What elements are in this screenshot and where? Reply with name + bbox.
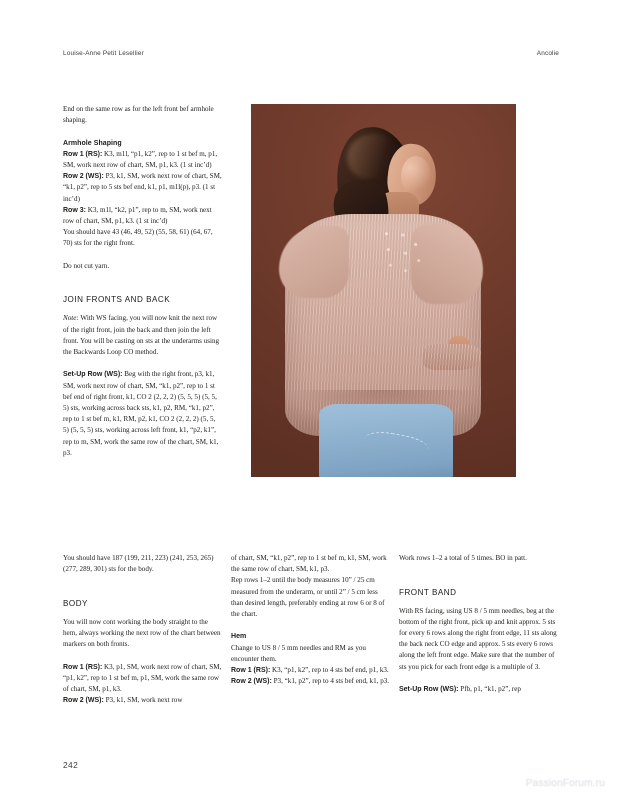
knitted-top-left-shoulder [279, 226, 349, 298]
running-head-pattern: Ancolie [536, 50, 559, 57]
hem-work-rows: Work rows 1–2 a total of 5 times. BO in patt. [399, 554, 527, 562]
body-row-1-label: Row 1 (RS): [63, 663, 103, 671]
text-column-2 [231, 553, 390, 687]
armhole-row-1-text: K3, m1l, “p1, k2”, rep to 1 st bef m, p1, SM, work next row of chart, SM, p1, k3. (1 st inc’d) [63, 149, 218, 169]
join-fronts-and-back-heading: JOIN FRONTS AND BACK [63, 295, 171, 305]
hem-row-1-text: K3, “p1, k2”, rep to 4 sts bef end, p1, k3. [270, 666, 389, 675]
sleeve-cuff [423, 344, 481, 370]
intro-paragraph: End on the same row as for the left front bef armhole shaping. [63, 105, 214, 125]
join-setup-row-label: Set-Up Row (WS): [63, 371, 123, 379]
join-setup-row-text: Beg with the right front, p3, k1, SM, work next row of chart, SM, “k1, p2”, rep to 1 st bef end of right front, k1, CO 2 (2, 2, 2) (5, 5, 5) (5, 5, 5) sts, working across back sts, k1, p2, RM, “k1, p2”, rep to 1 st bef m, k1, RM, p2, k1, CO 2 (2, 2, 2) (5, 5, 5) (5, 5, 5) sts, working across left front, k1, “p2, k1”, rep to m, SM, work the same row of the chart, SM, k1, p3. [63, 370, 219, 457]
body-row-2 [63, 695, 222, 706]
running-head [63, 50, 559, 62]
photo-backdrop [251, 104, 516, 477]
body-row-1-text: K3, p1, SM, work next row of chart, SM, “p1, k2”, rep to 1 st bef m, p1, SM, work the same row of chart, SM, p1, k3. [63, 662, 222, 693]
body-row-2-continuation: of chart, SM, “k1, p2”, rep to 1 st bef m, k1, SM, work the same row of chart, SM, k1, p3. [231, 554, 387, 574]
armhole-row-3-text: K3, m1l, “k2, p1”, rep to m, SM, work next row of chart, SM, p1, k3. (1 st inc’d) [63, 205, 212, 226]
body-stitch-count: You should have 187 (199, 211, 223) (241, 253, 265) (277, 289, 301) sts for the body. [63, 554, 214, 574]
body-repeat-instruction: Rep rows 1–2 until the body measures 10” / 25 cm measured from the underarm, or until 2” / 5 cm less than desired length, preferably ending at row 6 or 8 of the chart. [231, 576, 385, 619]
text-column-3 [399, 553, 558, 695]
front-band-text: With RS facing, using US 8 / 5 mm needles, beg at the bottom of the right front, pick up and knit approx. 5 sts for every 6 rows along the right front edge, 11 sts along the back neck CO edge and approx. 5 sts every 6 rows along the left front edge. Make sure that the number of sts you pick for each front edge is a multiple of 3. [399, 606, 557, 671]
body-row-2-label: Row 2 (WS): [63, 697, 104, 705]
front-band-setup-row [399, 684, 558, 695]
do-not-cut-yarn: Do not cut yarn. [63, 261, 110, 270]
armhole-row-2 [63, 171, 222, 205]
join-note [63, 313, 222, 358]
hem-row-1 [231, 665, 390, 676]
front-band-heading: FRONT BAND [399, 587, 457, 597]
hem-heading: Hem [231, 633, 247, 641]
garment-photo [251, 104, 516, 477]
armhole-shaping-heading: Armhole Shaping [63, 139, 122, 147]
model-face-highlight [401, 156, 431, 196]
hem-row-1-label: Row 1 (RS): [231, 667, 271, 675]
body-row-2-text: P3, k1, SM, work next row [103, 696, 183, 705]
armhole-row-2-label: Row 2 (WS): [63, 173, 104, 181]
hem-row-2-label: Row 2 (WS): [231, 678, 272, 686]
hem-needle-change: Change to US 8 / 5 mm needles and RM as you encounter them. [231, 643, 366, 663]
body-heading: BODY [63, 598, 88, 608]
armhole-row-3 [63, 205, 222, 227]
front-band-setup-row-label: Set-Up Row (WS): [399, 685, 459, 693]
hem-row-2 [231, 676, 390, 687]
hem-row-2-text: P3, “k1, p2”, rep to 4 sts bef end, k1, p3. [271, 677, 390, 686]
join-note-text: With WS facing, you will now knit the next row of the right front, join the back and then join the left front. You will be casting on sts at the underarms using the Backwards Loop CO method. [63, 314, 220, 356]
armhole-row-1 [63, 149, 222, 171]
text-column-1-lower [63, 553, 222, 706]
armhole-row-2-text: P3, k1, SM, work next row of chart, SM, “k1, p2”, rep to 5 sts bef end, k1, p1, m1l(p), p3. (1 st inc’d) [63, 172, 222, 203]
front-band-setup-row-text: Pfb, p1, “k1, p2”, rep [458, 684, 521, 693]
site-watermark: PassionForum.ru [525, 778, 605, 789]
armhole-stitch-count: You should have 43 (46, 49, 52) (55, 58, 61) (64, 67, 70) sts for the right front. [63, 228, 213, 248]
armhole-row-1-label: Row 1 (RS): [63, 150, 103, 158]
text-column-1 [63, 104, 222, 459]
join-setup-row [63, 369, 222, 459]
page-number: 242 [63, 760, 79, 770]
armhole-row-3-label: Row 3: [63, 206, 86, 214]
body-intro: You will now cont working the body straight to the hem, always working the next row of the chart between markers on both fronts. [63, 617, 221, 649]
body-row-1 [63, 662, 222, 696]
join-note-label: Note: [63, 314, 79, 323]
running-head-author: Louise-Anne Petit Lesellier [63, 50, 144, 57]
